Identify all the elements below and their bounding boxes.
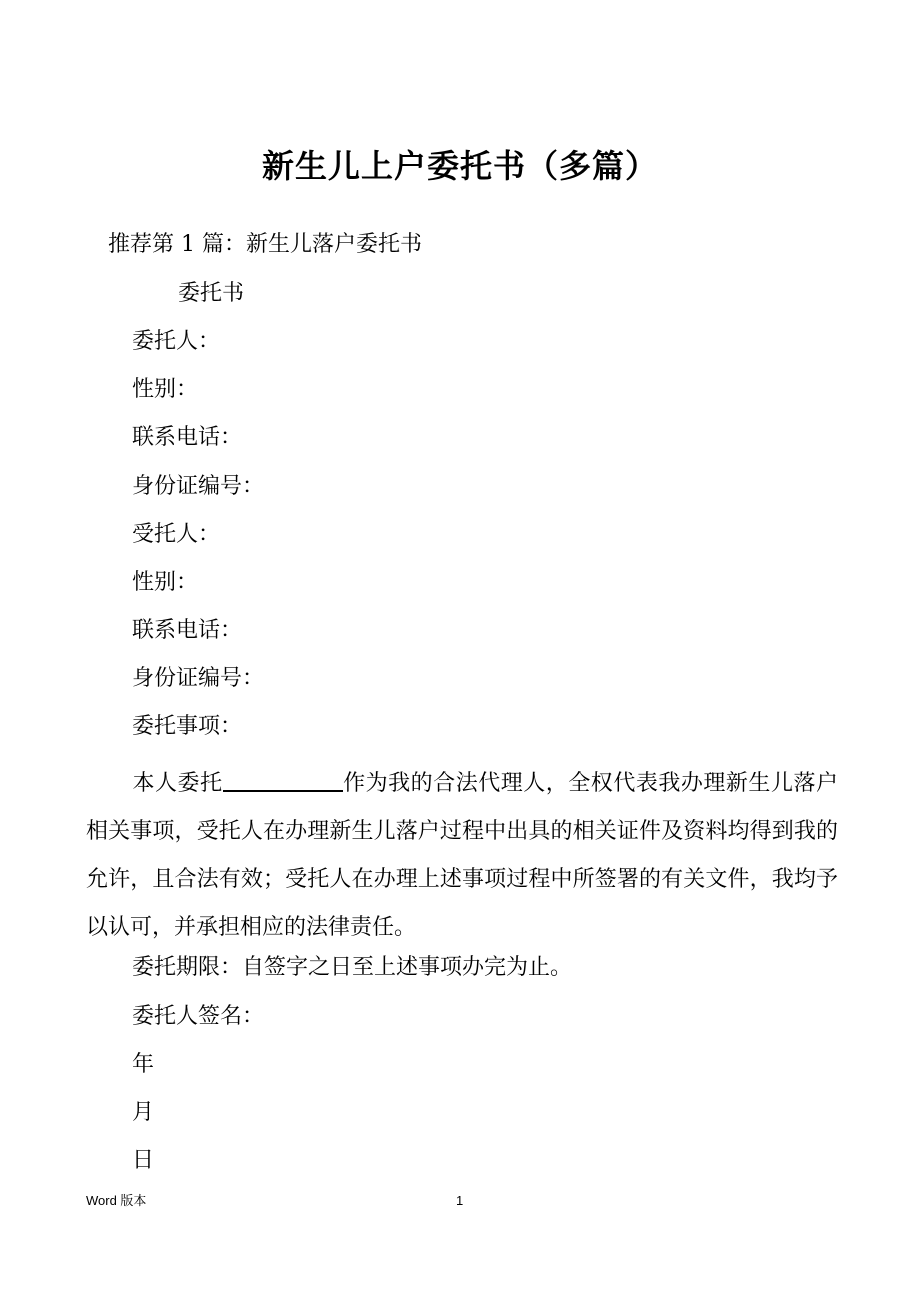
term-line: 委托期限：自签字之日至上述事项办完为止。 — [132, 955, 573, 980]
field-principal: 委托人： — [132, 329, 221, 354]
document-title: 新生儿上户委托书（多篇） — [261, 147, 658, 185]
signature-label: 委托人签名： — [132, 1004, 265, 1029]
date-day: 日 — [132, 1148, 155, 1173]
recommend-line: 推荐第 1 篇：新生儿落户委托书 — [108, 232, 422, 257]
date-year: 年 — [132, 1052, 155, 1077]
field-principal-phone: 联系电话： — [132, 425, 243, 450]
body-paragraph — [86, 760, 838, 952]
date-month: 月 — [132, 1100, 155, 1125]
field-agent-id: 身份证编号： — [132, 666, 265, 691]
doc-heading: 委托书 — [178, 281, 245, 306]
field-agent-phone: 联系电话： — [132, 618, 243, 643]
body-text: 作为我的合法代理人，全权代表我办理新生儿落户相关事项，受托人在办理新生儿落户过程中出具的相关证件及资料均得到我的允许，且合法有效；受托人在办理上述事项过程中所签署的有关文件，我均予以认可，并承担相应的法律责任。 — [86, 771, 838, 940]
footer-page-number: 1 — [456, 1193, 464, 1208]
agent-name-blank — [223, 768, 343, 792]
field-matters: 委托事项： — [132, 714, 243, 739]
field-agent-gender: 性别： — [132, 570, 199, 595]
field-agent: 受托人： — [132, 522, 221, 547]
field-principal-gender: 性别： — [132, 377, 199, 402]
body-prefix: 本人委托 — [132, 771, 223, 796]
field-principal-id: 身份证编号： — [132, 474, 265, 499]
footer-version-label: Word 版本 — [86, 1193, 147, 1208]
